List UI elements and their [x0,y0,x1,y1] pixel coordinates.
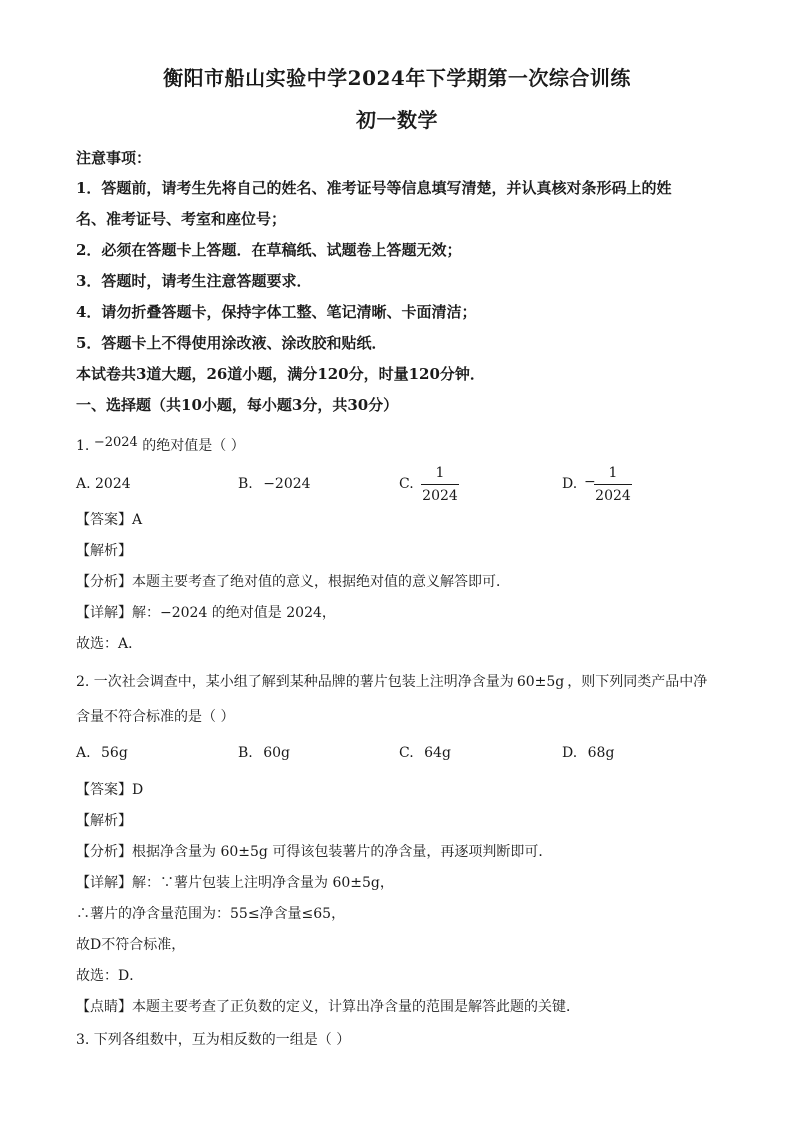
q1-option-b [238,474,311,494]
q2-analysis-heading: 【解析】 [76,813,132,829]
question-2-stem-line-2: 含量不符合标准的是（ ） [76,709,235,725]
question-1-stem [76,433,736,456]
question-1-number: 1. [76,438,90,454]
q1-option-b-label: B. [238,476,253,492]
question-2-text-post: ，则下列同类产品中净 [567,674,708,690]
q1-option-c-numerator: 1 [435,465,445,481]
note-item-4: 4．请勿折叠答题卡，保持字体工整、笔记清晰、卡面清洁； [76,303,477,321]
note-item-2: 2．必须在答题卡上答题．在草稿纸、试题卷上答题无效； [76,241,462,259]
question-3-stem: 3. 下列各组数中，互为相反数的一组是（ ） [76,1032,351,1048]
q2-detail-2: ∴薯片的净含量范围为：55≤净含量≤65， [76,906,346,922]
q2-option-a-value: 56g [101,745,128,761]
q2-choice: 故选：D． [76,968,144,984]
q2-option-b [238,743,290,763]
q2-option-c-value: 64g [424,745,451,761]
exam-title: 衡阳市船山实验中学2024年下学期第一次综合训练 [163,66,631,90]
q1-option-c-label: C. [399,476,414,492]
q1-option-d-fraction [594,464,632,505]
exam-subject: 初一数学 [356,108,438,132]
q2-option-c [399,743,451,763]
note-item-1-continued: 名、准考证号、考室和座位号； [76,210,287,228]
q2-detail-1: 【详解】解：∵薯片包装上注明净含量为 60±5g， [76,875,394,891]
q2-answer: 【答案】D [76,782,144,798]
q2-analysis: 【分析】根据净含量为 60±5g 可得该包装薯片的净含量，再逐项判断即可． [76,844,553,860]
q1-analysis: 【分析】本题主要考查了绝对值的意义，根据绝对值的意义解答即可． [76,574,510,590]
q1-option-d-label: D. [562,476,578,492]
q1-detail: 【详解】解：−2024 的绝对值是 2024， [76,605,336,621]
q1-option-d-numerator: 1 [608,465,618,481]
q1-option-d-denominator: 2024 [595,488,631,504]
note-item-5: 5．答题卡上不得使用涂改液、涂改胶和贴纸． [76,334,387,352]
question-2-expression: 60±5g [516,674,565,690]
q2-option-b-value: 60g [263,745,290,761]
q2-option-a [76,743,128,763]
q1-analysis-heading: 【解析】 [76,543,132,559]
q1-option-d-sign: − [584,474,596,490]
section-heading: 一、选择题（共10小题，每小题3分，共30分） [76,396,399,414]
question-1-text: 的绝对值是（ ） [142,438,245,454]
fraction-bar [421,484,459,485]
q1-answer: 【答案】A [76,512,143,528]
q2-detail-3: 故D不符合标准， [76,937,186,953]
notes-heading: 注意事项： [76,149,152,167]
q1-option-a [76,474,131,494]
q2-option-c-label: C. [399,745,414,761]
q2-option-b-label: B. [238,745,253,761]
q1-choice: 故选：A． [76,636,143,652]
note-item-3: 3．答题时，请考生注意答题要求． [76,272,312,290]
fraction-bar [594,484,632,485]
q2-option-d-value: 68g [587,745,615,761]
q1-option-c-fraction [421,464,459,505]
q2-option-d [562,743,614,763]
q1-option-b-value: −2024 [263,476,311,492]
q1-option-a-label: A. [76,476,91,492]
question-2-text-pre: 2. 一次社会调查中，某小组了解到某种品牌的薯片包装上注明净含量为 [76,674,514,690]
q2-option-d-label: D. [562,745,578,761]
q1-option-a-value: 2024 [95,476,131,492]
question-2-stem-line-1 [76,672,736,692]
q1-option-c-denominator: 2024 [422,488,458,504]
note-item-1: 1．答题前，请考生先将自己的姓名、准考证号等信息填写清楚，并认真核对条形码上的姓 [76,179,672,197]
question-1-expression: −2024 [93,435,138,450]
q2-comment: 【点睛】本题主要考查了正负数的定义，计算出净含量的范围是解答此题的关键． [76,999,580,1015]
q2-option-a-label: A. [76,745,91,761]
exam-summary: 本试卷共3道大题，26道小题，满分120分，时量120分钟． [76,365,485,383]
